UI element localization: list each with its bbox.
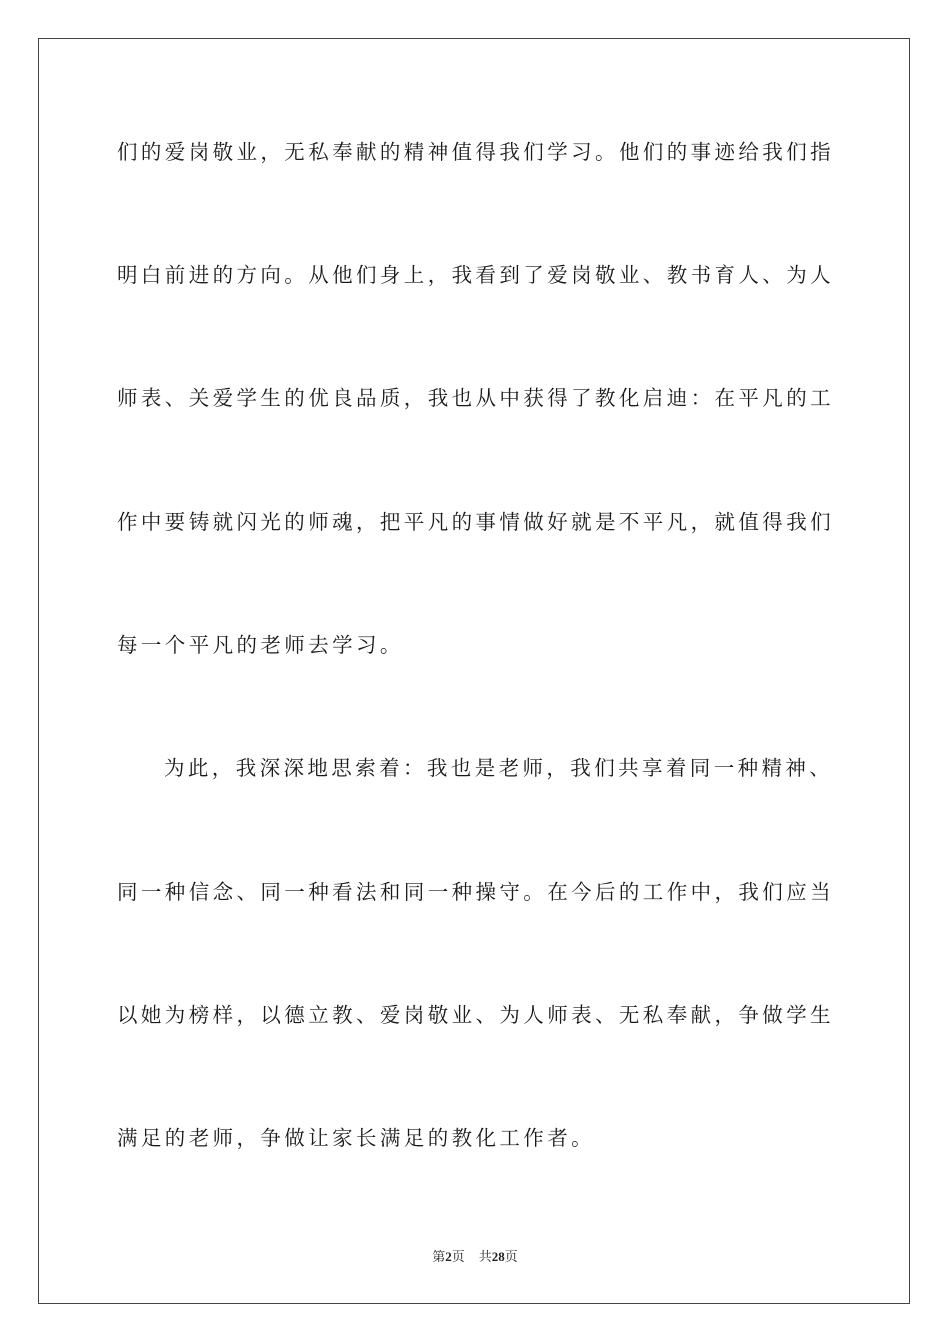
- text-line: 满足的老师，争做让家长满足的教化工作者。: [117, 1126, 595, 1150]
- page-total: 28: [491, 1249, 505, 1264]
- paragraph-first-line: 为此，我深深地思索着：我也是老师，我们共享着同一种精神、: [164, 756, 834, 780]
- page-number-suffix: 页: [451, 1249, 465, 1264]
- text-line: 们的爱岗敬业，无私奉献的精神值得我们学习。他们的事迹给我们指: [117, 140, 834, 164]
- page-number: 2: [445, 1249, 452, 1264]
- page-footer: [0, 1248, 950, 1266]
- text-line: 同一种信念、同一种看法和同一种操守。在今后的工作中，我们应当: [117, 880, 834, 904]
- text-line: 明白前进的方向。从他们身上，我看到了爱岗敬业、教书育人、为人: [117, 263, 834, 287]
- page-total-suffix: 页: [504, 1249, 518, 1264]
- text-line: 以她为榜样，以德立教、爱岗敬业、为人师表、无私奉献，争做学生: [117, 1003, 834, 1027]
- text-line: 作中要铸就闪光的师魂，把平凡的事情做好就是不平凡，就值得我们: [117, 510, 834, 534]
- text-line: 每一个平凡的老师去学习。: [117, 633, 404, 657]
- page-border: [38, 38, 910, 1304]
- page-total-prefix: 共: [478, 1249, 492, 1264]
- page-number-prefix: 第: [432, 1249, 446, 1264]
- text-line: 师表、关爱学生的优良品质，我也从中获得了教化启迪：在平凡的工: [117, 386, 834, 410]
